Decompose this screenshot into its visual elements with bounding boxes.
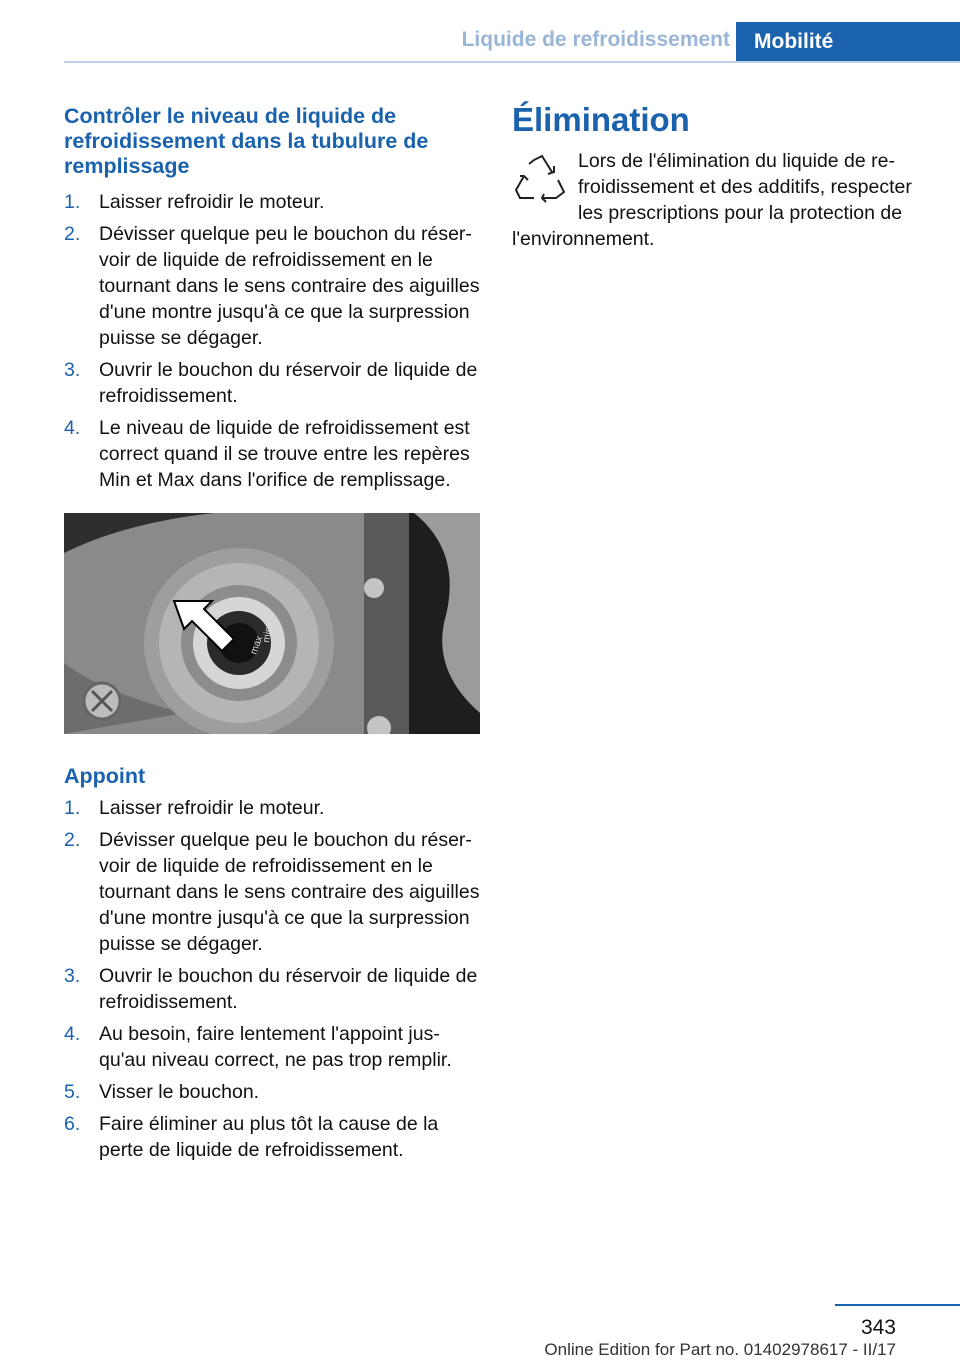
step-text: Visser le bouchon. (99, 1081, 260, 1103)
right-column (512, 100, 932, 252)
check-heading: Contrôler le niveau de liquide de refroidissement dans la tubulure de remplissage (64, 104, 429, 178)
list-item (64, 221, 480, 351)
elimination-heading: Élimination (512, 101, 690, 138)
step-text: Dévisser quelque peu le bouchon du réservoir de liquide de refroidissement en le tournant dans le sens contraire des aiguilles d'une montre jusqu'à ce que la surpression puisse se dégager. (99, 223, 480, 349)
left-column (64, 104, 480, 1169)
check-steps (64, 189, 480, 493)
list-item (64, 189, 480, 215)
list-item (64, 963, 480, 1015)
list-item (64, 1079, 480, 1105)
list-item (64, 1021, 480, 1073)
list-item (64, 795, 480, 821)
header-rule (64, 61, 960, 63)
list-item (64, 415, 480, 493)
step-number: 3. (64, 359, 81, 381)
step-number: 2. (64, 223, 81, 245)
step-text: Ouvrir le bouchon du réservoir de liquide de refroidissement. (99, 359, 478, 407)
step-number: 1. (64, 797, 81, 819)
footer-rule (835, 1304, 960, 1306)
step-number: 4. (64, 417, 81, 439)
max-label: max (248, 634, 266, 657)
list-item (64, 1111, 480, 1163)
step-text: Au besoin, faire lentement l'appoint jusqu'au niveau correct, ne pas trop remplir. (99, 1023, 452, 1071)
elimination-block (512, 148, 932, 252)
step-number: 5. (64, 1081, 81, 1103)
step-text: Laisser refroidir le moteur. (99, 797, 325, 819)
step-number: 1. (64, 191, 81, 213)
elimination-text: Lors de l'élimination du liquide de refroidissement et des additifs, respecter les prescriptions pour la protection de l'environnement. (512, 150, 912, 250)
list-item (64, 827, 480, 957)
step-number: 4. (64, 1023, 81, 1045)
coolant-reservoir-photo (64, 513, 480, 734)
refill-heading: Appoint (64, 764, 146, 788)
step-text: Faire éliminer au plus tôt la cause de la perte de liquide de refroidissement. (99, 1113, 439, 1161)
header-section-title: Liquide de refroidissement (461, 28, 730, 51)
list-item (64, 357, 480, 409)
refill-steps (64, 795, 480, 1163)
step-text: Laisser refroidir le moteur. (99, 191, 325, 213)
header-chapter-tab: Mobilité (736, 22, 960, 63)
step-text: Ouvrir le bouchon du réservoir de liquide de refroidissement. (99, 965, 478, 1013)
footer-edition: Online Edition for Part no. 01402978617 - II/17 (544, 1340, 896, 1359)
step-number: 2. (64, 829, 81, 851)
step-number: 6. (64, 1113, 81, 1135)
page-number: 343 (860, 1316, 896, 1339)
step-number: 3. (64, 965, 81, 987)
recycle-icon (512, 150, 568, 206)
step-text: Le niveau de liquide de refroidissement est correct quand il se trouve entre les repères Min et Max dans l'orifice de remplissage. (99, 417, 470, 491)
step-text: Dévisser quelque peu le bouchon du réservoir de liquide de refroidissement en le tournant dans le sens contraire des aiguilles d'une montre jusqu'à ce que la surpression puisse se dégager. (99, 829, 480, 955)
min-label: min (261, 625, 275, 644)
